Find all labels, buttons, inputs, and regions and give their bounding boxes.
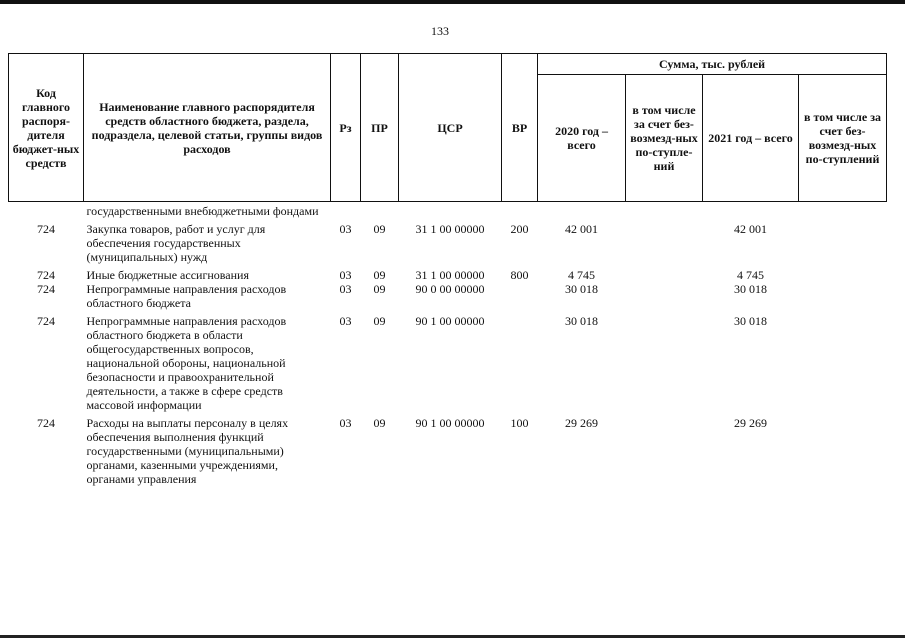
cell-2021-incl [799, 412, 887, 486]
cell-csr: 90 0 00 00000 [415, 282, 485, 296]
cell-2021-incl [799, 264, 887, 282]
cell-pr: 09 [373, 416, 386, 430]
header-rz: Рз [331, 54, 361, 202]
header-2020-total: 2020 год – всего [538, 75, 626, 202]
cell-pr: 09 [373, 222, 386, 236]
cell-pr [361, 202, 399, 219]
top-border [0, 0, 905, 4]
cell-rz: 03 [339, 282, 352, 296]
cell-vr [502, 310, 538, 412]
cell-2020-total: 29 269 [565, 416, 598, 430]
header-pr: ПР [361, 54, 399, 202]
cell-2020-incl [626, 202, 703, 219]
cell-2021-total: 4 745 [737, 268, 764, 282]
table-row [9, 218, 887, 264]
cell-2020-total: 4 745 [568, 268, 595, 282]
cell-2020-total: 42 001 [565, 222, 598, 236]
header-vr: ВР [502, 54, 538, 202]
table-body [9, 202, 887, 487]
cell-pr: 09 [373, 314, 386, 328]
cell-vr: 800 [510, 268, 529, 282]
header-csr: ЦСР [399, 54, 502, 202]
header-name: Наименование главного распорядителя средств областного бюджета, раздела, подраздела, целевой статьи, группы видов расходов [84, 54, 331, 202]
cell-vr: 200 [510, 222, 529, 236]
table-row [9, 282, 887, 310]
cell-code: 724 [37, 268, 55, 282]
cell-2020-incl [626, 282, 703, 310]
cell-2021-total [703, 202, 799, 219]
cell-pr: 09 [373, 282, 386, 296]
cell-name: Закупка товаров, работ и услуг для обеспечения государственных (муниципальных) нужд [86, 222, 266, 264]
cell-rz [331, 202, 361, 219]
bottom-border [0, 635, 905, 638]
cell-2021-incl [799, 282, 887, 310]
cell-2020-total: 30 018 [565, 314, 598, 328]
header-2020-incl: в том числе за счет без-возмезд-ных по-ступле-ний [626, 75, 703, 202]
cell-2020-incl [626, 310, 703, 412]
cell-2021-total: 29 269 [734, 416, 767, 430]
cell-csr: 90 1 00 00000 [415, 314, 485, 328]
cell-2020-incl [626, 218, 703, 264]
header-sum-group: Сумма, тыс. рублей [538, 54, 887, 75]
cell-name: Непрограммные направления расходов областного бюджета [86, 282, 287, 310]
cell-vr: 100 [510, 416, 529, 430]
cell-name: государственными внебюджетными фондами [86, 204, 319, 218]
cell-code: 724 [37, 222, 55, 236]
cell-2020-incl [626, 412, 703, 486]
cell-2021-total: 30 018 [734, 282, 767, 296]
table-row [9, 264, 887, 282]
budget-table [8, 53, 887, 486]
cell-rz: 03 [339, 314, 352, 328]
table-row [9, 310, 887, 412]
cell-rz: 03 [339, 416, 352, 430]
cell-code: 724 [37, 282, 55, 296]
cell-csr: 31 1 00 00000 [415, 222, 485, 236]
cell-rz: 03 [339, 268, 352, 282]
header-code: Код главного распоря-дителя бюджет-ных средств [9, 54, 84, 202]
cell-2021-incl [799, 202, 887, 219]
cell-csr: 90 1 00 00000 [415, 416, 485, 430]
cell-pr: 09 [373, 268, 386, 282]
cell-code: 724 [37, 416, 55, 430]
cell-2021-total: 30 018 [734, 314, 767, 328]
cell-vr [502, 282, 538, 310]
cell-name: Расходы на выплаты персоналу в целях обеспечения выполнения функций государственными (муниципальными) органами, казенными учреждениями, органами управления [86, 416, 289, 486]
cell-rz: 03 [339, 222, 352, 236]
cell-2021-total: 42 001 [734, 222, 767, 236]
table-row [9, 412, 887, 486]
table-header [9, 54, 887, 202]
cell-csr [399, 202, 502, 219]
page-number: 133 [431, 24, 449, 38]
cell-2021-incl [799, 218, 887, 264]
cell-2020-total [538, 202, 626, 219]
table-row [9, 202, 887, 219]
cell-vr [502, 202, 538, 219]
cell-2020-total: 30 018 [565, 282, 598, 296]
cell-code [9, 202, 84, 219]
cell-code: 724 [37, 314, 55, 328]
cell-name: Иные бюджетные ассигнования [86, 268, 249, 282]
header-2021-total: 2021 год – всего [703, 75, 799, 202]
cell-csr: 31 1 00 00000 [415, 268, 485, 282]
cell-2020-incl [626, 264, 703, 282]
cell-name: Непрограммные направления расходов областного бюджета в области общегосударственных вопросов, национальной обороны, национальной безопасности и правоохранительной деятельности, а также в сфере средств массовой информации [86, 314, 287, 412]
header-2021-incl: в том числе за счет без-возмезд-ных по-ступлений [799, 75, 887, 202]
cell-2021-incl [799, 310, 887, 412]
